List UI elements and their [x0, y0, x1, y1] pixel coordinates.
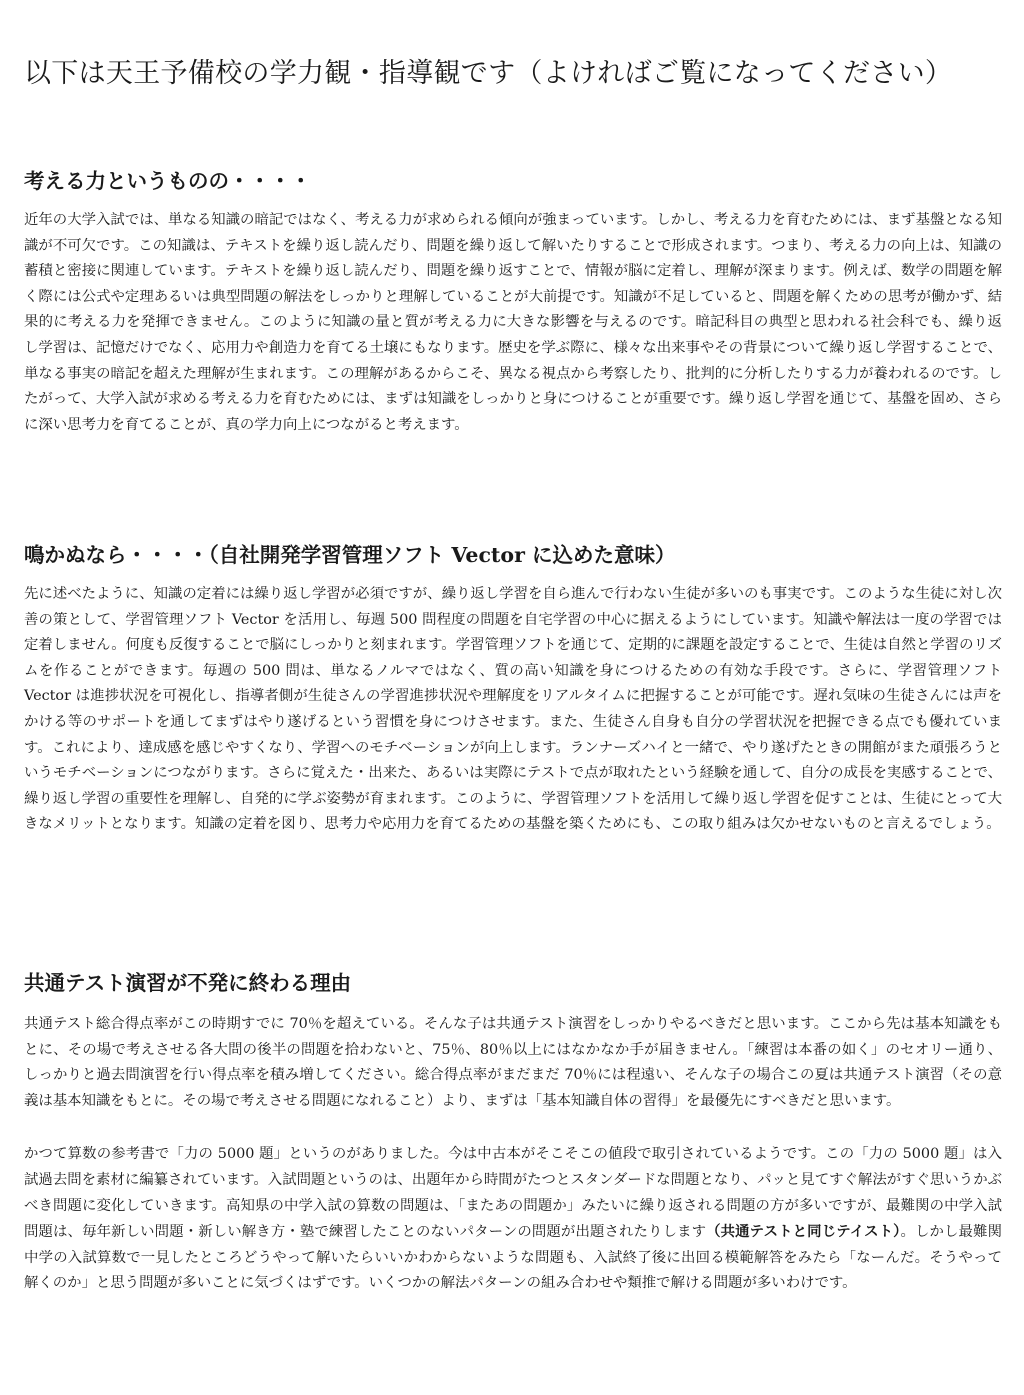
section-common-test-practice [24, 968, 1002, 1297]
paragraph-text: かつて算数の参考書で「力の 5000 題」というのがありました。今は中古本がそこそこの値段で取引されているようです。この「力の 5000 題」は入試過去問を素材に編纂されています。入試問題というのは、出題年から時間がたつとスタンダードな問題となり、パッと見てすぐ解法がすぐ思いうかぶべき問題に変化していきます。高知県の中学入試の算数の問題は、「またあの問題か」みたいに繰り返される問題の方が多いですが、最難関の中学入試問題は、毎年新しい問題・新しい解き方・塾で練習したことのないパターンの問題が出題されたりします [24, 1146, 1002, 1241]
section-paragraph: 共通テスト総合得点率がこの時期すでに 70％を超えている。そんな子は共通テスト演習をしっかりやるべきだと思います。ここから先は基本知識をもとに、その場で考えさせる各大問の後半の問題を拾わないと、75％、80％以上にはなかなか手が届きません。「練習は本番の如く」のセオリー通り、しっかりと過去問演習を行い得点率を積み増してください。総合得点率がまだまだ 70％には程遠い、そんな子の場合この夏は共通テスト演習（その意義は基本知識をもとに。その場で考えさせる問題になれること）より、まずは「基本知識自体の習得」を最優先にすべきだと思います。 [24, 1016, 1002, 1109]
section-thinking-ability [24, 166, 1002, 438]
section-vector-software [24, 540, 1002, 838]
paragraph-text: 。しかし最難関中学の入試算数で一見したところどうやって解いたらいいかわからないような問題も、入試終了後に出回る模範解答をみたら「なーんだ。そうやって解くのか」と思う問題が多いことに気づくはずです。いくつかの解法パターンの組み合わせや類推で解ける問題が多いわけです。 [24, 1224, 1002, 1292]
section-heading: 考える力というものの・・・・ [24, 169, 311, 193]
section-paragraph: 近年の大学入試では、単なる知識の暗記ではなく、考える力が求められる傾向が強まっています。しかし、考える力を育むためには、まず基盤となる知識が不可欠です。この知識は、テキストを繰り返し読んだり、問題を繰り返して解いたりすることで形成されます。つまり、考える力の向上は、知識の蓄積と密接に関連しています。テキストを繰り返し読んだり、問題を繰り返すことで、情報が脳に定着し、理解が深まります。例えば、数学の問題を解く際には公式や定理あるいは典型問題の解法をしっかりと理解していることが大前提です。知識が不足していると、問題を解くための思考が働かず、結果的に考える力を発揮できません。このように知識の量と質が考える力に大きな影響を与えるのです。暗記科目の典型と思われる社会科でも、繰り返し学習は、記憶だけでなく、応用力や創造力を育てる土壌にもなります。歴史を学ぶ際に、様々な出来事やその背景について繰り返し学習することで、単なる事実の暗記を超えた理解が生まれます。この理解があるからこそ、異なる視点から考察したり、批判的に分析したりする力が養われるのです。したがって、大学入試が求める考える力を育むためには、まずは知識をしっかりと身につけることが重要です。繰り返し学習を通じて、基盤を固め、さらに深い思考力を育てることが、真の学力向上につながると考えます。 [24, 212, 1003, 433]
section-heading: 鳴かぬなら・・・・（自社開発学習管理ソフト Vector に込めた意味） [24, 543, 676, 567]
section-paragraph [24, 1142, 1002, 1297]
bold-emphasis: （共通テストと同じテイスト） [706, 1223, 901, 1241]
section-heading: 共通テスト演習が不発に終わる理由 [24, 971, 352, 995]
page-title: 以下は天王予備校の学力観・指導観です（よければご覧になってください） [24, 58, 953, 89]
section-paragraph: 先に述べたように、知識の定着には繰り返し学習が必須ですが、繰り返し学習を自ら進んで行わない生徒が多いのも事実です。このような生徒に対し次善の策として、学習管理ソフト Vector を活用し、毎週 500 問程度の問題を自宅学習の中心に据えるようにしています。知識や解法は一度の学習では定着しません。何度も反復することで脳にしっかりと刻まれます。学習管理ソフトを通じて、定期的に課題を設定することで、生徒は自然と学習のリズムを作ることができます。毎週の 500 問は、単なるノルマではなく、質の高い知識を身につけるための有効な手段です。さらに、学習管理ソフト Vector は進捗状況を可視化し、指導者側が生徒さんの学習進捗状況や理解度をリアルタイムに把握することが可能です。遅れ気味の生徒さんには声をかける等のサポートを通してまずはやり遂げるという習慣を身につけさせます。また、生徒さん自身も自分の学習状況を把握できる点でも優れています。これにより、達成感を感じやすくなり、学習へのモチベーションが向上します。ランナーズハイと一緒で、やり遂げたときの開館がまた頑張ろうというモチベーションにつながります。さらに覚えた・出来た、あるいは実際にテストで点が取れたという経験を通して、自分の成長を実感することで、繰り返し学習の重要性を理解し、自発的に学ぶ姿勢が育まれます。このように、学習管理ソフトを活用して繰り返し学習を促すことは、生徒にとって大きなメリットとなります。知識の定着を図り、思考力や応用力を育てるための基盤を築くためにも、この取り組みは欠かせないものと言えるでしょう。 [24, 586, 1002, 833]
